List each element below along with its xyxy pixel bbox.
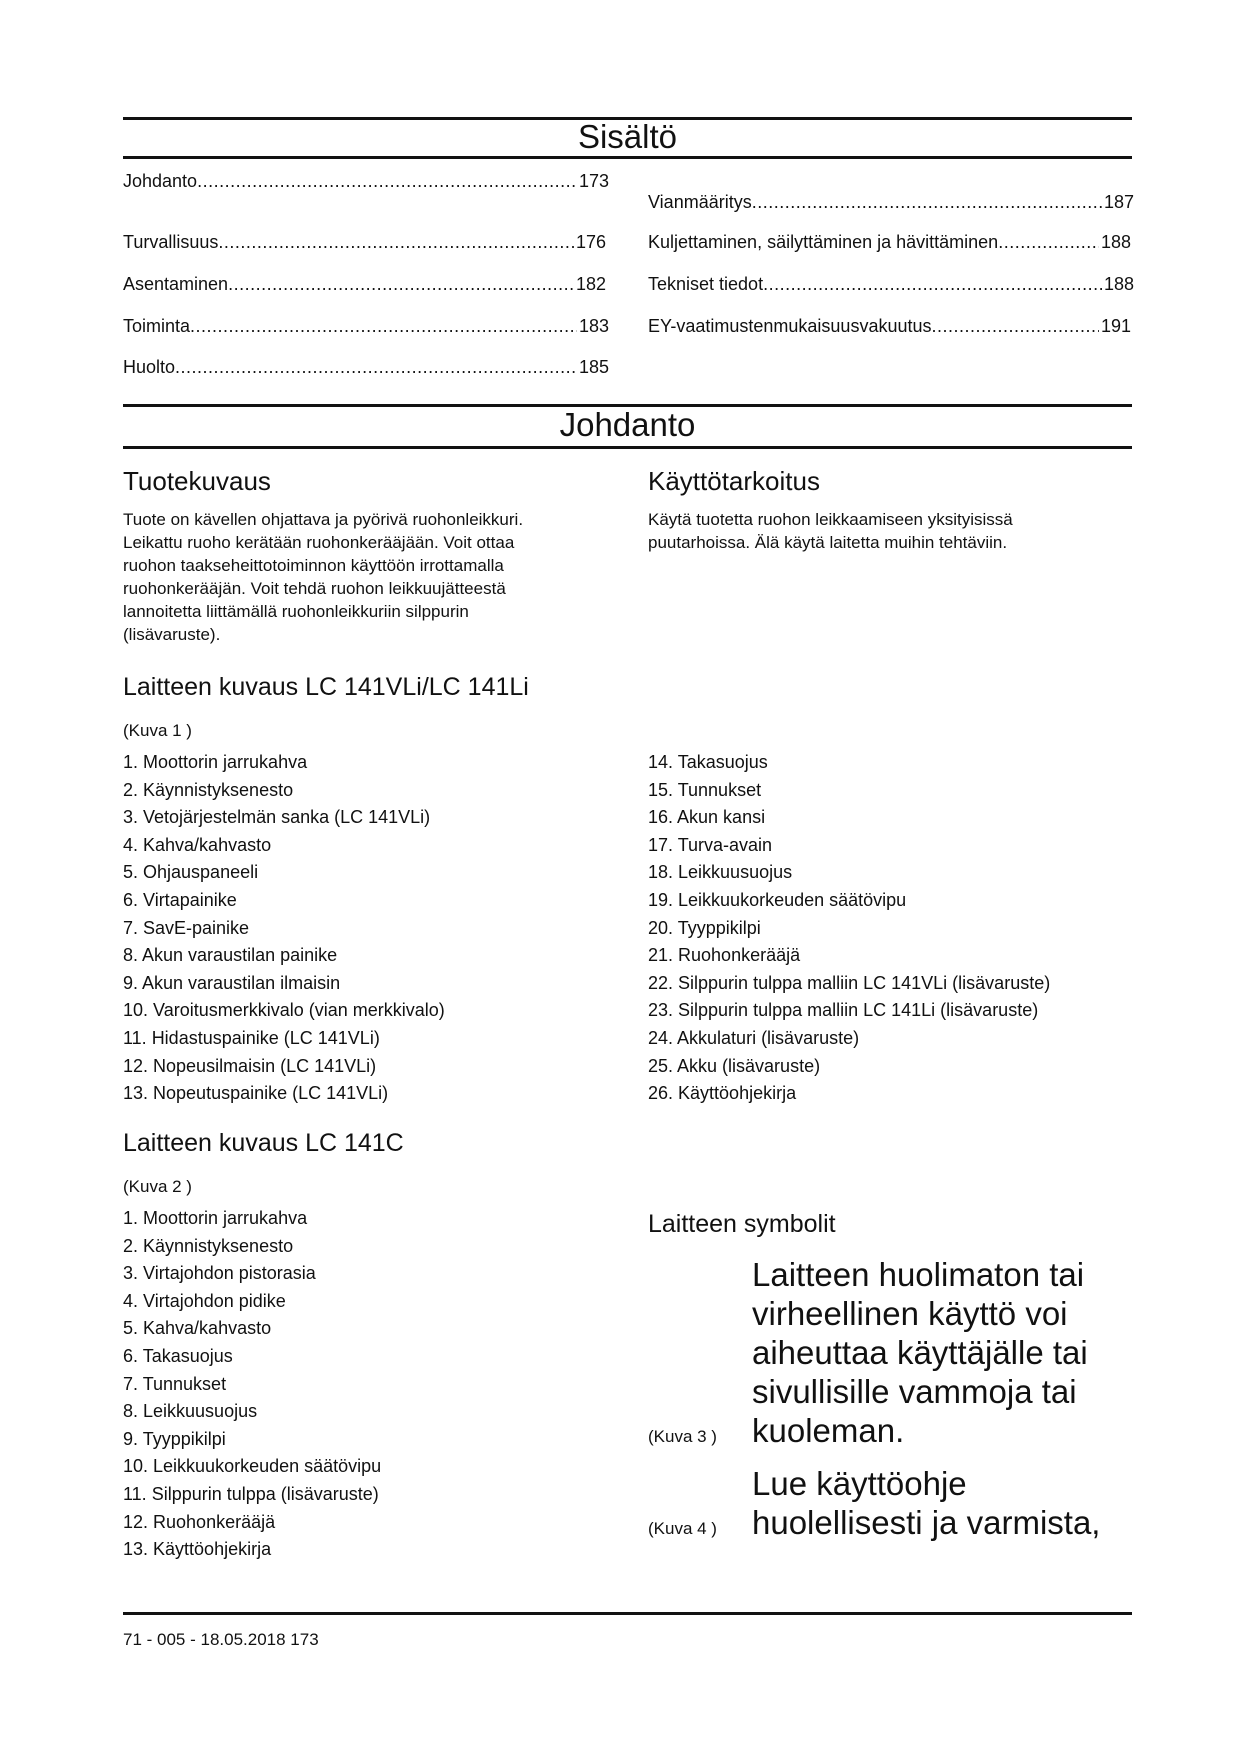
footer-rule: [123, 1612, 1132, 1615]
list-item: 1. Moottorin jarrukahva: [123, 1208, 308, 1228]
toc-page: 185: [578, 357, 609, 377]
toc-entry-johdanto[interactable]: [123, 170, 609, 192]
text-line: Käytä tuotetta ruohon leikkaamiseen yksityisissä: [648, 510, 1013, 529]
list-item: 8. Leikkuusuojus: [123, 1401, 258, 1422]
list-item: 17. Turva-avain: [648, 834, 773, 855]
intended-use-heading: Käyttötarkoitus: [648, 466, 820, 496]
toc-leader: [998, 231, 1099, 253]
list-item: 16. Akun kansi: [648, 807, 766, 828]
toc-label: Vianmääritys: [648, 192, 752, 212]
text-line: Leikattu ruoho kerätään ruohonkerääjään. Voit ottaa: [123, 533, 515, 552]
text-line: sivullisille vammoja tai: [752, 1373, 1077, 1410]
list-item: 11. Hidastuspainike (LC 141VLi): [123, 1027, 380, 1048]
toc-page: 173: [578, 171, 609, 191]
toc-title: Sisältö: [577, 118, 678, 155]
list-item: 6. Virtapainike: [123, 889, 237, 910]
device-description-1-heading: Laitteen kuvaus LC 141VLi/LC 141Li: [123, 673, 529, 701]
toc-leader: [197, 170, 577, 192]
list-item: 10. Leikkuukorkeuden säätövipu: [123, 1456, 382, 1477]
toc-entry-tekniset-tiedot[interactable]: [648, 273, 1134, 295]
list-item: 22. Silppurin tulppa malliin LC 141VLi (lisävaruste): [648, 972, 1051, 993]
device-1-parts-list-right: [648, 749, 1050, 1108]
text-line: huolellisesti ja varmista,: [752, 1504, 1101, 1541]
product-description-heading: Tuotekuvaus: [123, 466, 271, 496]
list-item: 13. Käyttöohjekirja: [123, 1539, 272, 1560]
list-item: 5. Ohjauspaneeli: [123, 862, 259, 883]
toc-page: 182: [575, 274, 606, 294]
list-item: 25. Akku (lisävaruste): [648, 1055, 821, 1076]
toc-leader: [931, 315, 1098, 337]
toc-label: Kuljettaminen, säilyttäminen ja hävittäminen: [648, 232, 999, 252]
list-item: 15. Tunnukset: [648, 779, 762, 800]
toc-label: Huolto: [123, 357, 176, 377]
device-description-2-heading: Laitteen kuvaus LC 141C: [123, 1129, 404, 1157]
list-item: 9. Tyyppikilpi: [123, 1428, 226, 1449]
list-item: 18. Leikkuusuojus: [648, 862, 793, 883]
toc-entry-ey-vakuutus[interactable]: [648, 315, 1131, 337]
toc-label: Toiminta: [123, 316, 191, 336]
text-line: aiheuttaa käyttäjälle tai: [752, 1334, 1088, 1371]
list-item: 7. Tunnukset: [123, 1373, 227, 1394]
toc-page: 187: [1103, 192, 1134, 212]
toc-label: Turvallisuus: [123, 232, 219, 252]
list-item: 4. Virtajohdon pidike: [123, 1290, 286, 1311]
list-item: 6. Takasuojus: [123, 1345, 233, 1366]
toc-page: 188: [1100, 232, 1131, 252]
device-1-parts-list-left: [123, 749, 445, 1108]
list-item: 2. Käynnistyksenesto: [123, 1235, 294, 1256]
text-line: Tuote on kävellen ohjattava ja pyörivä ruohonleikkuri.: [123, 510, 524, 529]
toc-entry-asentaminen[interactable]: [123, 273, 606, 295]
text-line: lannoitetta liittämällä ruohonleikkuriin silppurin: [123, 602, 469, 621]
list-item: 20. Tyyppikilpi: [648, 917, 761, 938]
product-description-text: [123, 508, 623, 646]
toc-leader: [175, 356, 577, 378]
toc-label: Johdanto: [123, 171, 198, 191]
symbol-2-text: [752, 1464, 1100, 1542]
list-item: 10. Varoitusmerkkivalo (vian merkkivalo): [123, 1000, 445, 1021]
text-line: Laitteen huolimaton tai: [752, 1256, 1085, 1293]
toc-entry-turvallisuus[interactable]: [123, 231, 606, 253]
text-line: kuoleman.: [752, 1412, 905, 1449]
list-item: 8. Akun varaustilan painike: [123, 945, 338, 966]
toc-leader: [190, 315, 577, 337]
toc-leader: [752, 191, 1102, 213]
toc-entry-huolto[interactable]: [123, 356, 609, 378]
figure-4-ref: (Kuva 4 ): [648, 1519, 717, 1538]
text-line: puutarhoissa. Älä käytä laitetta muihin tehtäviin.: [648, 533, 1008, 552]
list-item: 3. Virtajohdon pistorasia: [123, 1263, 316, 1284]
list-item: 3. Vetojärjestelmän sanka (LC 141VLi): [123, 807, 431, 828]
toc-label: Tekniset tiedot: [648, 274, 764, 294]
toc-entry-kuljettaminen[interactable]: [648, 231, 1131, 253]
list-item: 7. SavE-painike: [123, 917, 250, 938]
figure-2-ref: (Kuva 2 ): [123, 1177, 192, 1196]
list-item: 21. Ruohonkerääjä: [648, 945, 801, 966]
list-item: 12. Nopeusilmaisin (LC 141VLi): [123, 1055, 377, 1076]
list-item: 14. Takasuojus: [648, 752, 768, 772]
toc-leader: [228, 273, 574, 295]
figure-3-ref: (Kuva 3 ): [648, 1427, 717, 1446]
intro-title: Johdanto: [559, 406, 696, 443]
list-item: 24. Akkulaturi (lisävaruste): [648, 1027, 860, 1048]
text-line: (lisävaruste).: [123, 625, 221, 644]
toc-label: EY-vaatimustenmukaisuusvakuutus: [648, 316, 932, 336]
toc-page: 183: [578, 316, 609, 336]
toc-label: Asentaminen: [123, 274, 229, 294]
toc-page: 191: [1100, 316, 1131, 336]
figure-1-ref: (Kuva 1 ): [123, 721, 192, 740]
intended-use-text: [648, 508, 1128, 554]
list-item: 11. Silppurin tulppa (lisävaruste): [123, 1483, 379, 1504]
device-2-parts-list: [123, 1205, 381, 1564]
list-item: 12. Ruohonkerääjä: [123, 1511, 276, 1532]
list-item: 26. Käyttöohjekirja: [648, 1083, 797, 1104]
list-item: 23. Silppurin tulppa malliin LC 141Li (lisävaruste): [648, 1000, 1039, 1021]
text-line: virheellinen käyttö voi: [752, 1295, 1068, 1332]
list-item: 2. Käynnistyksenesto: [123, 779, 294, 800]
list-item: 4. Kahva/kahvasto: [123, 834, 272, 855]
toc-page: 176: [575, 232, 606, 252]
symbol-1-text: [752, 1255, 1088, 1450]
toc-entry-toiminta[interactable]: [123, 315, 609, 337]
list-item: 1. Moottorin jarrukahva: [123, 752, 308, 772]
toc-leader: [763, 273, 1102, 295]
text-line: ruohonkerääjän. Voit tehdä ruohon leikkuujätteestä: [123, 579, 506, 598]
page-footer: 71 - 005 - 18.05.2018 173: [123, 1630, 319, 1649]
intro-bottom-rule: [123, 446, 1132, 449]
toc-page: 188: [1103, 274, 1134, 294]
toc-entry-vianmaaritys[interactable]: [648, 191, 1134, 213]
list-item: 5. Kahva/kahvasto: [123, 1318, 272, 1339]
text-line: ruohon taakseheittotoiminnon käyttöön irrottamalla: [123, 556, 504, 575]
toc-leader: [218, 231, 574, 253]
list-item: 19. Leikkuukorkeuden säätövipu: [648, 889, 907, 910]
toc-bottom-rule: [123, 156, 1132, 159]
list-item: 13. Nopeutuspainike (LC 141VLi): [123, 1083, 389, 1104]
text-line: Lue käyttöohje: [752, 1465, 967, 1502]
device-symbols-heading: Laitteen symbolit: [648, 1210, 836, 1238]
list-item: 9. Akun varaustilan ilmaisin: [123, 972, 341, 993]
